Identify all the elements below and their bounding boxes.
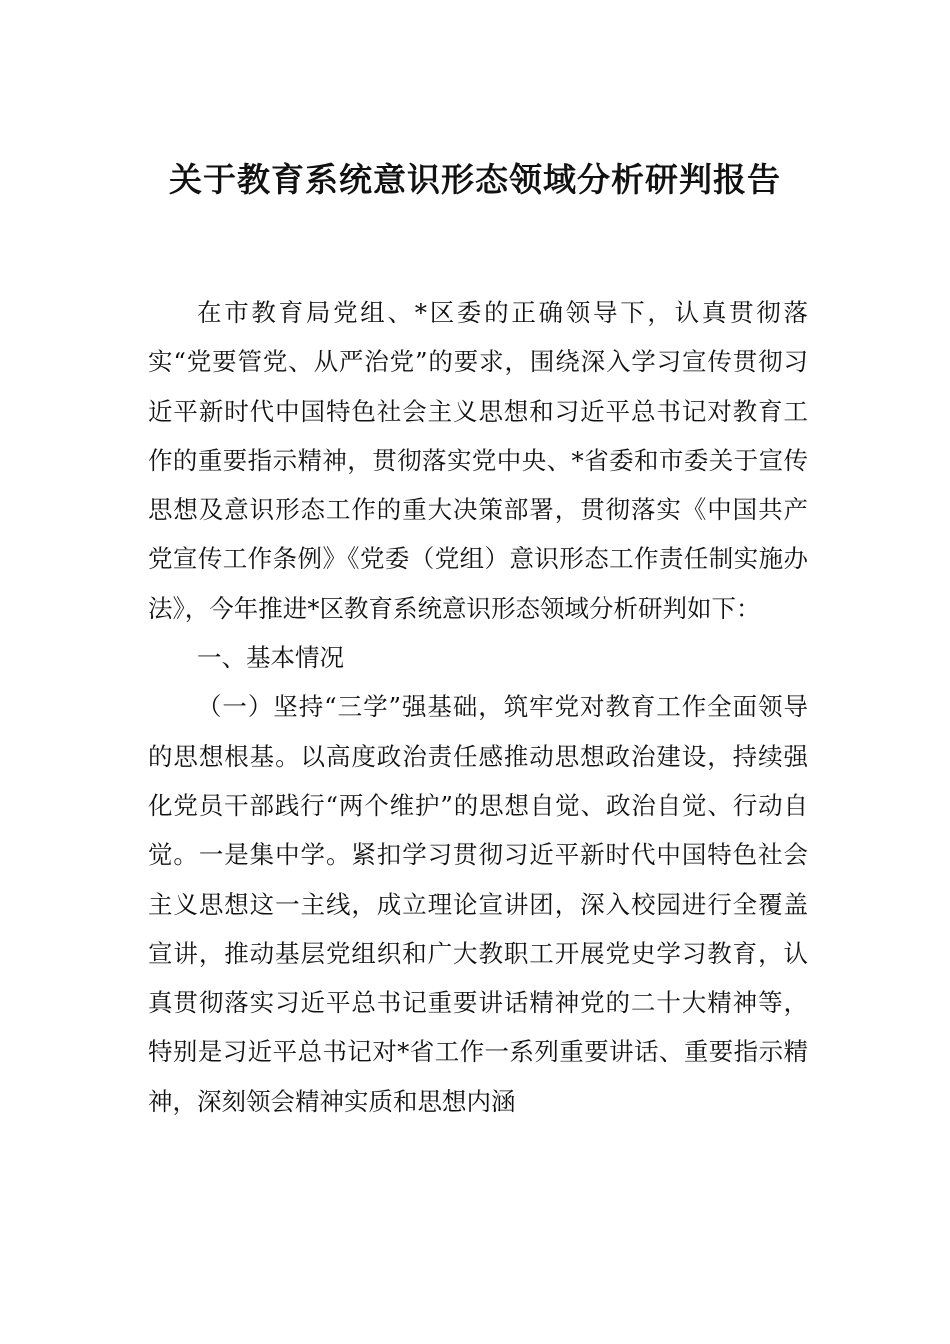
subsection-paragraph: （一）坚持“三学”强基础，筑牢党对教育工作全面领导的思想根基。以高度政治责任感推动思想政治建设，持续强化党员干部践行“两个维护”的思想自觉、政治自觉、行动自觉。一是集中学。紧扣学习贯彻习近平新时代中国特色社会主义思想这一主线，成立理论宣讲团，深入校园进行全覆盖宣讲，推动基层党组织和广大教职工开展党史学习教育，认真贯彻落实习近平总书记重要讲话精神党的二十大精神等，特别是习近平总书记对*省工作一系列重要讲话、重要指示精神，深刻领会精神实质和思想内涵 xyxy=(148,692,808,1116)
document-body xyxy=(148,288,808,1126)
intro-paragraph: 在市教育局党组、*区委的正确领导下，认真贯彻落实“党要管党、从严治党”的要求，围绕深入学习宣传贯彻习近平新时代中国特色社会主义思想和习近平总书记对教育工作的重要指示精神，贯彻落实党中央、*省委和市委关于宣传思想及意识形态工作的重大决策部署，贯彻落实《中国共产党宣传工作条例》《党委（党组）意识形态工作责任制实施办法》，今年推进*区教育系统意识形态领域分析研判如下： xyxy=(148,298,808,623)
document-title: 关于教育系统意识形态领域分析研判报告 xyxy=(169,160,781,199)
section-heading: 一、基本情况 xyxy=(197,643,344,673)
